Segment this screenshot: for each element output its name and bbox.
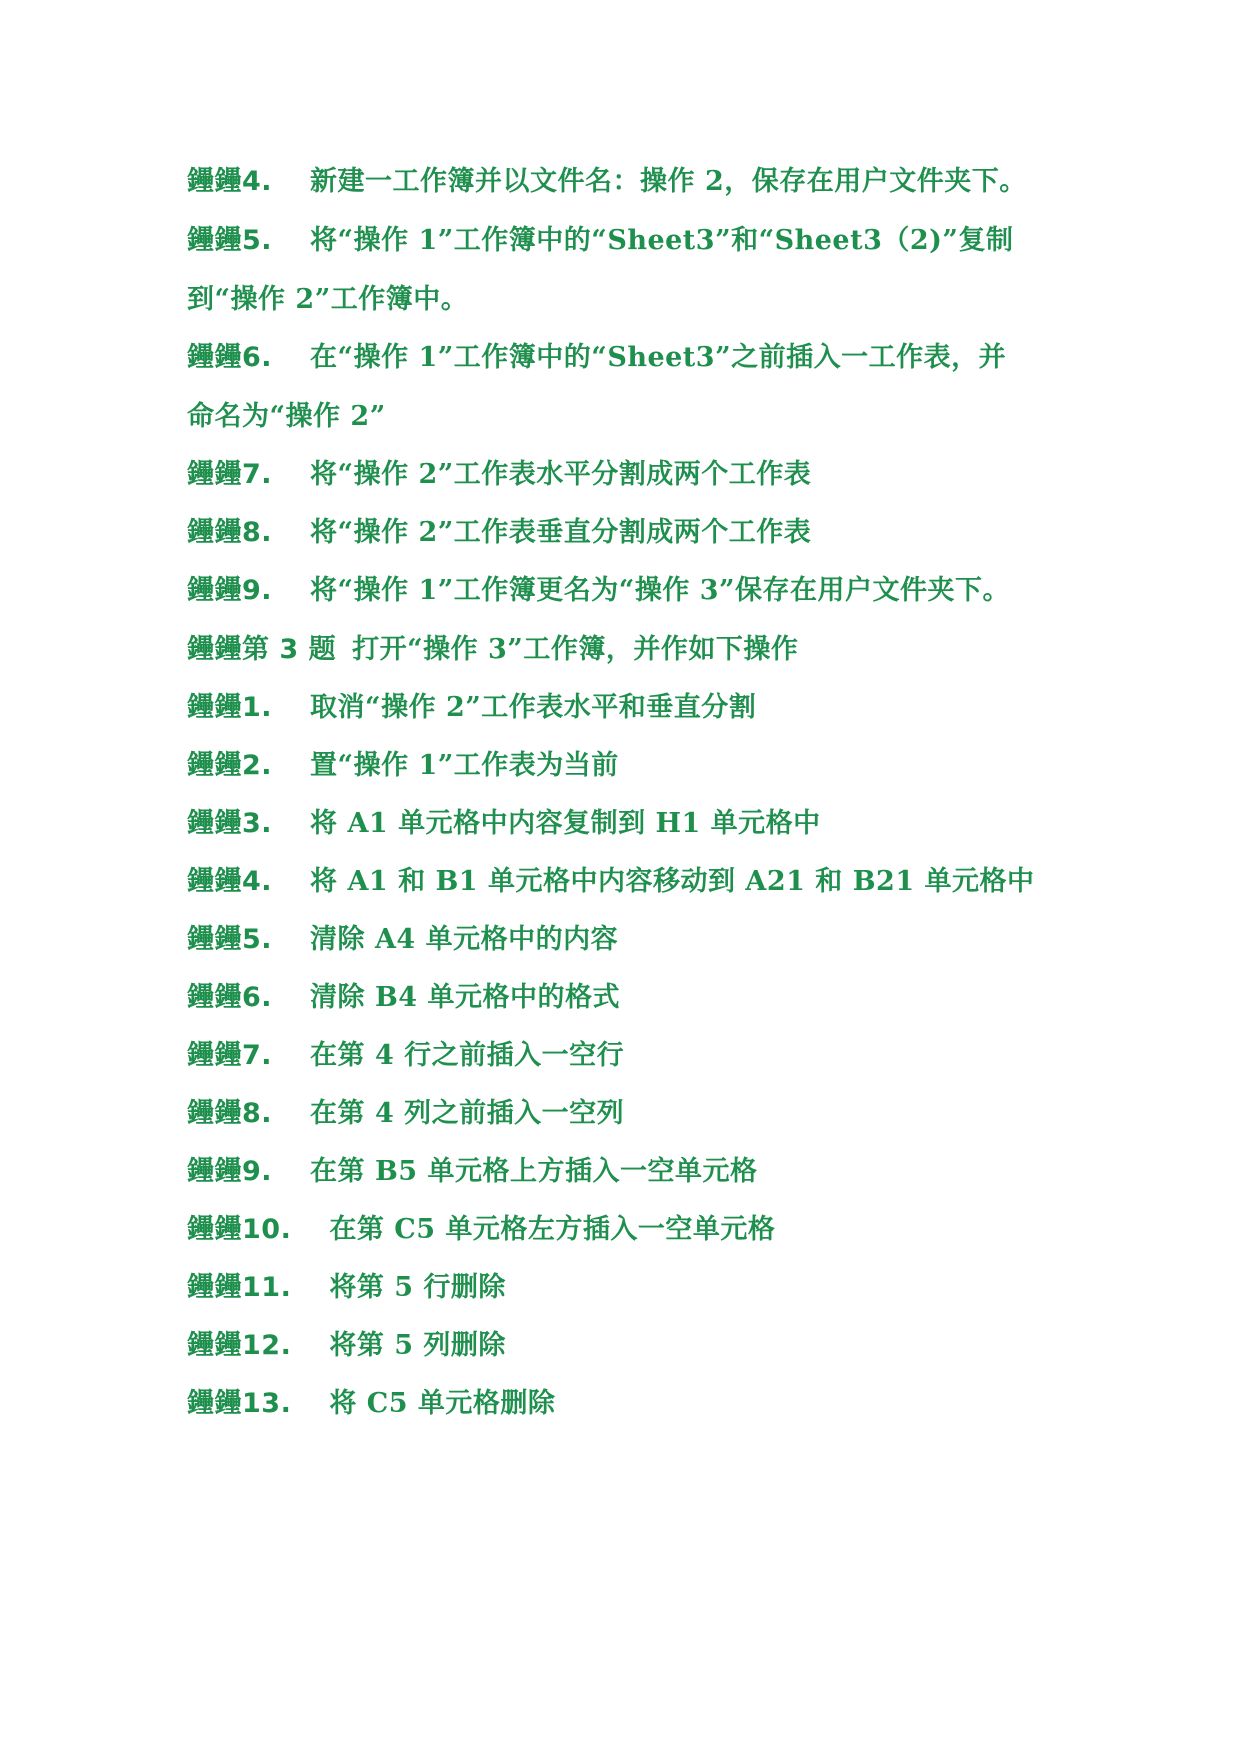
list-item <box>187 571 1087 611</box>
list-item-text: 到“操作 2”工作簿中。 <box>187 284 469 315</box>
list-marker: 鑸鑸13. <box>187 1388 292 1419</box>
list-marker: 鑸鑸12. <box>187 1330 292 1361</box>
list-item-text: 将第 5 行删除 <box>329 1272 506 1303</box>
list-marker: 鑸鑸4. <box>187 166 273 197</box>
section-marker: 鑸鑸第 3 题 <box>187 634 337 665</box>
list-item <box>187 1326 1087 1366</box>
list-marker: 鑸鑸6. <box>187 982 273 1013</box>
list-marker: 鑸鑸7. <box>187 459 273 490</box>
list-item-text: 将“操作 1”工作簿中的“Sheet3”和“Sheet3（2)”复制 <box>310 225 1014 256</box>
list-marker: 鑸鑸8. <box>187 1098 273 1129</box>
list-item-text: 命名为“操作 2” <box>187 401 386 432</box>
list-marker: 鑸鑸11. <box>187 1272 292 1303</box>
list-item <box>187 1036 1087 1076</box>
list-item-text: 在“操作 1”工作簿中的“Sheet3”之前插入一工作表，并 <box>310 342 1007 373</box>
list-marker: 鑸鑸9. <box>187 575 273 606</box>
list-item <box>187 221 1087 261</box>
list-marker: 鑸鑸2. <box>187 750 273 781</box>
list-item <box>187 746 1087 786</box>
list-item <box>187 1384 1087 1424</box>
list-item <box>187 455 1087 495</box>
list-item <box>187 804 1087 844</box>
list-item-continuation <box>187 397 1087 437</box>
list-item <box>187 978 1087 1018</box>
list-marker: 鑸鑸3. <box>187 808 273 839</box>
list-item <box>187 1268 1087 1308</box>
list-item <box>187 862 1087 902</box>
list-item <box>187 1210 1087 1250</box>
list-marker: 鑸鑸10. <box>187 1214 292 1245</box>
list-item-text: 将第 5 列删除 <box>329 1330 506 1361</box>
list-item-text: 在第 4 列之前插入一空列 <box>310 1098 625 1129</box>
list-marker: 鑸鑸8. <box>187 517 273 548</box>
list-item-text: 在第 C5 单元格左方插入一空单元格 <box>329 1214 776 1245</box>
list-marker: 鑸鑸6. <box>187 342 273 373</box>
list-item-text: 将“操作 1”工作簿更名为“操作 3”保存在用户文件夹下。 <box>310 575 1011 606</box>
list-item-text: 在第 B5 单元格上方插入一空单元格 <box>310 1156 758 1187</box>
list-marker: 鑸鑸7. <box>187 1040 273 1071</box>
list-item-text: 取消“操作 2”工作表水平和垂直分割 <box>310 692 757 723</box>
list-item-text: 将“操作 2”工作表水平分割成两个工作表 <box>310 459 812 490</box>
list-marker: 鑸鑸9. <box>187 1156 273 1187</box>
list-item-text: 清除 A4 单元格中的内容 <box>310 924 619 955</box>
list-item-text: 将 C5 单元格删除 <box>329 1388 556 1419</box>
list-item <box>187 688 1087 728</box>
section-heading-text: 打开“操作 3”工作簿，并作如下操作 <box>352 634 799 665</box>
list-marker: 鑸鑸5. <box>187 924 273 955</box>
list-item <box>187 1094 1087 1134</box>
list-item-text: 置“操作 1”工作表为当前 <box>310 750 619 781</box>
list-item-text: 将“操作 2”工作表垂直分割成两个工作表 <box>310 517 812 548</box>
list-item-text: 在第 4 行之前插入一空行 <box>310 1040 625 1071</box>
list-item-text: 将 A1 和 B1 单元格中内容移动到 A21 和 B21 单元格中 <box>310 866 1035 897</box>
list-marker: 鑸鑸1. <box>187 692 273 723</box>
list-marker: 鑸鑸4. <box>187 866 273 897</box>
list-item-continuation <box>187 280 1087 320</box>
section-heading <box>187 630 1087 670</box>
list-item <box>187 162 1087 202</box>
list-item-text: 清除 B4 单元格中的格式 <box>310 982 620 1013</box>
list-item <box>187 513 1087 553</box>
list-item <box>187 1152 1087 1192</box>
list-item <box>187 338 1087 378</box>
list-item <box>187 920 1087 960</box>
list-item-text: 新建一工作簿并以文件名：操作 2，保存在用户文件夹下。 <box>310 166 1027 197</box>
list-marker: 鑸鑸5. <box>187 225 273 256</box>
list-item-text: 将 A1 单元格中内容复制到 H1 单元格中 <box>310 808 821 839</box>
